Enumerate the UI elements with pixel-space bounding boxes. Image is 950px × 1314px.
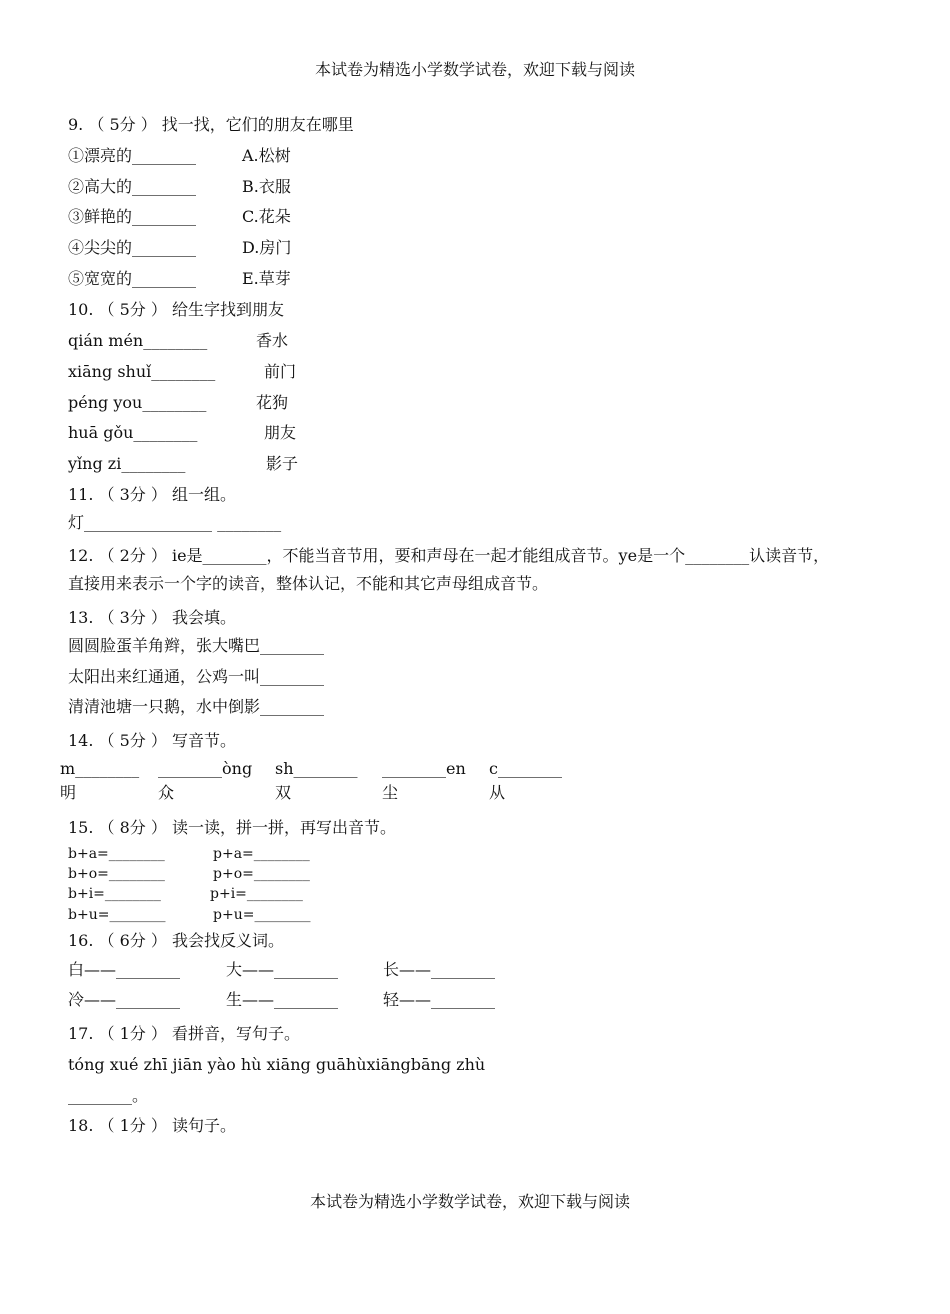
q9-option: E.草芽: [242, 269, 291, 288]
question-17-title: 17. （ 1分 ） 看拼音，写句子。: [68, 1024, 300, 1043]
q14-char: 从: [489, 783, 506, 802]
question-14-title: 14. （ 5分 ） 写音节。: [68, 731, 236, 750]
q15-left-item: b+a=________: [68, 846, 165, 862]
q10-pinyin: yǐng zi________: [68, 454, 186, 473]
q14-char: 众: [158, 783, 175, 802]
q16-antonym: 白——________: [68, 960, 181, 979]
q16-antonym: 长——________: [383, 960, 496, 979]
q10-word: 影子: [266, 454, 299, 473]
q15-left-item: b+o=________: [68, 866, 165, 882]
q13-line: 圆圆脸蛋羊角辫，张大嘴巴________: [68, 636, 325, 655]
q10-pinyin: péng you________: [68, 393, 207, 412]
q9-option: C.花朵: [242, 207, 291, 226]
q15-right-item: p+a=________: [213, 846, 310, 862]
q14-char: 双: [275, 783, 292, 802]
q14-pinyin: m________: [60, 759, 140, 778]
page-header: 本试卷为精选小学数学试卷，欢迎下载与阅读: [314, 60, 635, 79]
q17-pinyin: tóng xué zhī jiān yào hù xiāng guāhùxiāngbāng zhù: [68, 1055, 486, 1074]
q16-antonym: 大——________: [226, 960, 339, 979]
q13-line: 太阳出来红通通，公鸡一叫________: [68, 667, 325, 686]
q15-right-item: p+i=________: [210, 886, 303, 902]
q10-word: 朋友: [264, 423, 297, 442]
q10-pinyin: huā gǒu________: [68, 423, 198, 442]
q9-option: B.衣服: [242, 177, 291, 196]
q16-antonym: 冷——________: [68, 990, 181, 1009]
q17-answer-blank: ________。: [68, 1086, 149, 1105]
q10-word: 香水: [256, 331, 289, 350]
q9-item: ①漂亮的________: [68, 146, 197, 165]
question-12-title: 12. （ 2分 ） ie是________，不能当音节用，要和声母在一起才能组成音节。ye是一个________认读音节，: [68, 546, 830, 565]
q15-right-item: p+o=________: [213, 866, 310, 882]
q9-option: A.松树: [242, 146, 291, 165]
q9-item: ⑤宽宽的________: [68, 269, 197, 288]
q9-option: D.房门: [242, 238, 292, 257]
q15-right-item: p+u=________: [213, 907, 311, 923]
q16-antonym: 生——________: [226, 990, 339, 1009]
question-18-title: 18. （ 1分 ） 读句子。: [68, 1116, 236, 1135]
question-10-title: 10. （ 5分 ） 给生字找到朋友: [68, 300, 284, 319]
q9-item: ③鲜艳的________: [68, 207, 197, 226]
q14-pinyin: sh________: [275, 759, 358, 778]
q14-pinyin: c________: [489, 759, 562, 778]
q14-char: 尘: [382, 783, 399, 802]
question-15-title: 15. （ 8分 ） 读一读，拼一拼，再写出音节。: [68, 818, 396, 837]
question-13-title: 13. （ 3分 ） 我会填。: [68, 608, 236, 627]
q10-pinyin: xiāng shuǐ________: [68, 362, 216, 381]
q14-pinyin: ________en: [382, 759, 466, 778]
page-footer: 本试卷为精选小学数学试卷，欢迎下载与阅读: [309, 1192, 630, 1211]
question-9-title: 9. （ 5分 ） 找一找，它们的朋友在哪里: [68, 115, 354, 134]
q15-left-item: b+i=________: [68, 886, 161, 902]
q9-item: ②高大的________: [68, 177, 197, 196]
q16-antonym: 轻——________: [383, 990, 496, 1009]
q12-line-2: 直接用来表示一个字的读音，整体认记，不能和其它声母组成音节。: [68, 574, 549, 593]
question-16-title: 16. （ 6分 ） 我会找反义词。: [68, 931, 284, 950]
q11-blank-line: 灯________________ ________: [68, 513, 282, 532]
q10-word: 前门: [264, 362, 297, 381]
q10-word: 花狗: [256, 393, 289, 412]
q9-item: ④尖尖的________: [68, 238, 197, 257]
q14-char: 明: [60, 783, 77, 802]
q15-left-item: b+u=________: [68, 907, 166, 923]
q13-line: 清清池塘一只鹅，水中倒影________: [68, 697, 325, 716]
q10-pinyin: qián mén________: [68, 331, 208, 350]
question-11-title: 11. （ 3分 ） 组一组。: [68, 485, 236, 504]
q14-pinyin: ________òng: [158, 759, 253, 778]
